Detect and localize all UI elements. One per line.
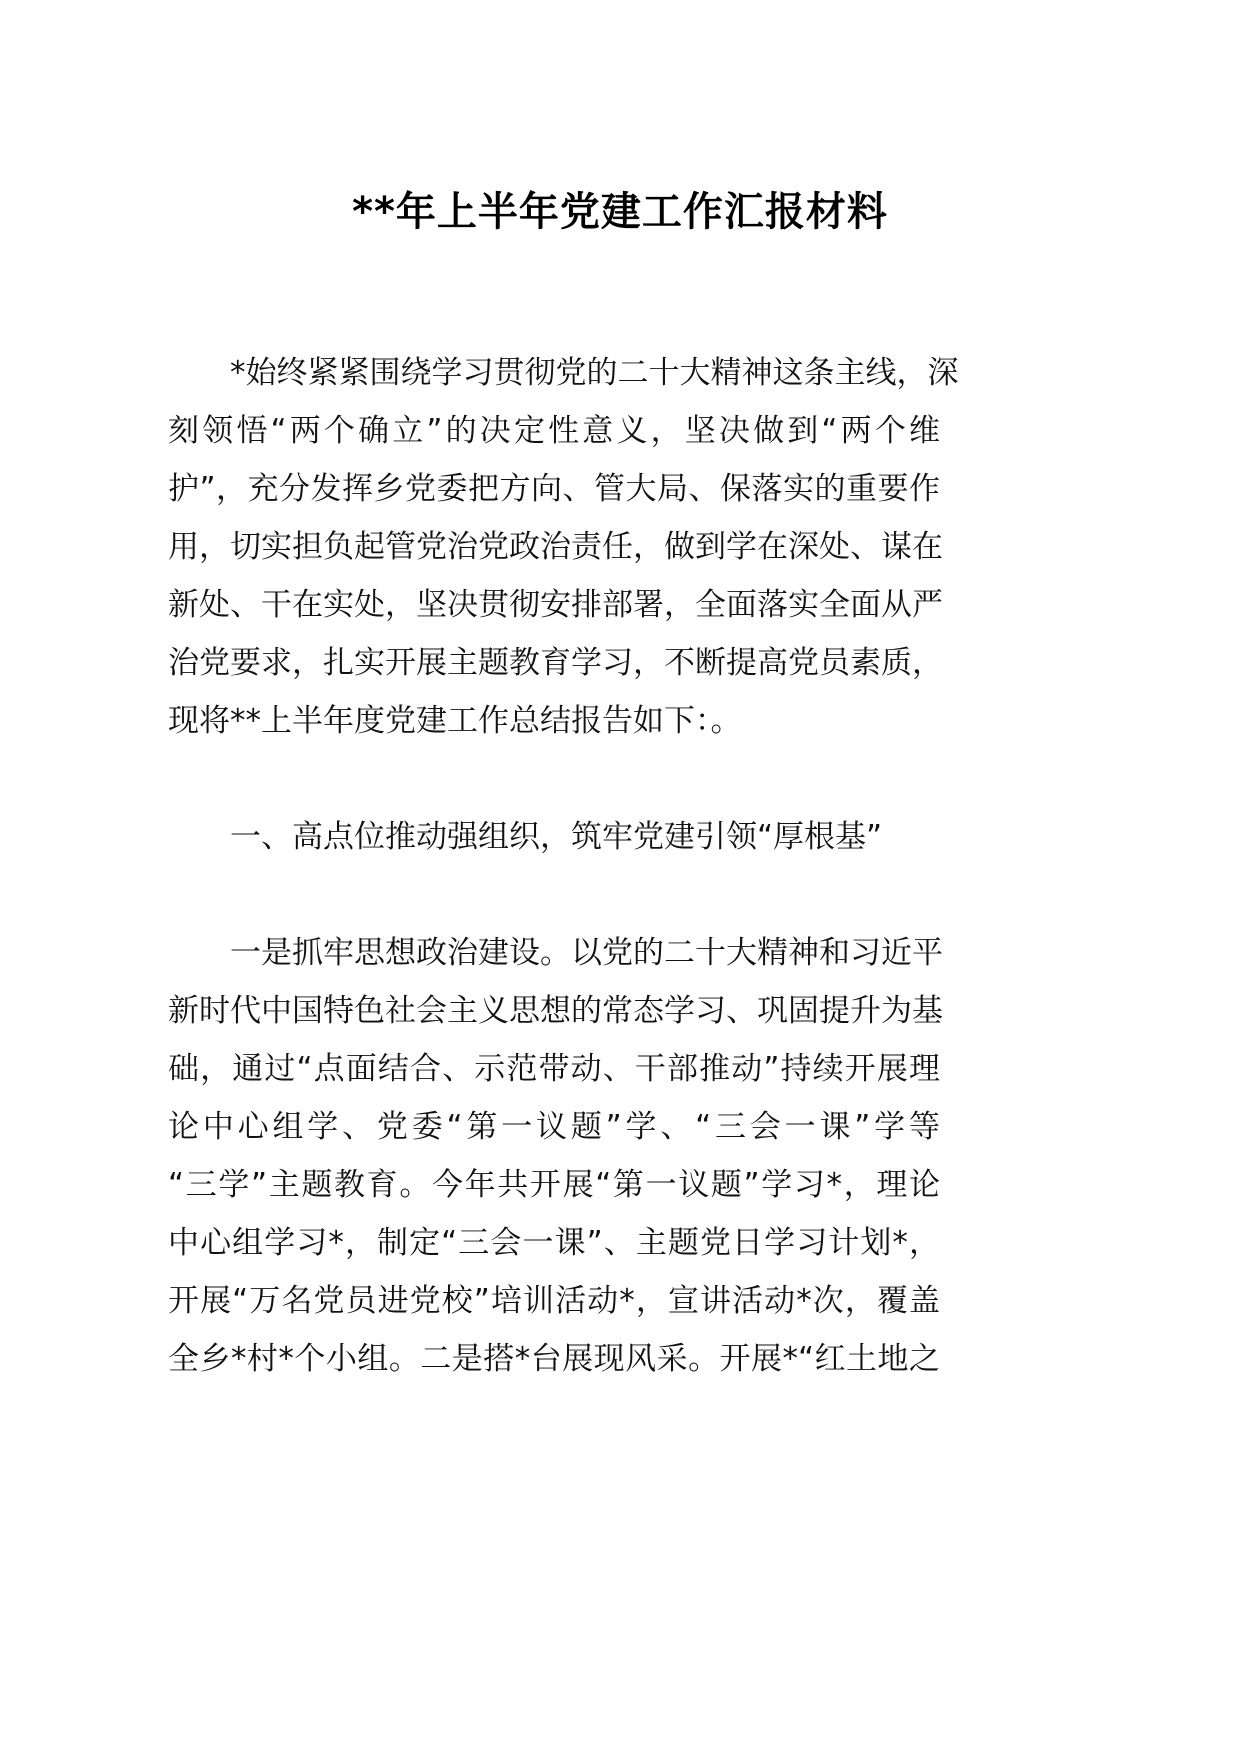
body-line: 开展“万名党员进党校”培训活动*，宣讲活动*次，覆盖 <box>168 1283 940 1319</box>
intro-line: *始终紧紧围绕学习贯彻党的二十大精神这条主线，深 <box>230 355 959 391</box>
intro-line: 现将**上半年度党建工作总结报告如下：。 <box>168 703 742 739</box>
document-title: **年上半年党建工作汇报材料 <box>352 189 888 235</box>
body-line: 新时代中国特色社会主义思想的常态学习、巩固提升为基 <box>168 993 943 1029</box>
intro-line: 护”，充分发挥乡党委把方向、管大局、保落实的重要作 <box>168 471 940 507</box>
intro-line: 新处、干在实处，坚决贯彻安排部署，全面落实全面从严 <box>168 587 943 623</box>
body-line: 一是抓牢思想政治建设。以党的二十大精神和习近平 <box>230 935 943 971</box>
section-heading: 一、高点位推动强组织，筑牢党建引领“厚根基” <box>230 819 883 855</box>
body-line: “三学”主题教育。今年共开展“第一议题”学习*，理论 <box>168 1167 940 1203</box>
body-line: 中心组学习*，制定“三会一课”、主题党日学习计划*， <box>168 1225 940 1261</box>
intro-line: 治党要求，扎实开展主题教育学习，不断提高党员素质， <box>168 645 943 681</box>
body-line: 论中心组学、党委“第一议题”学、“三会一课”学等 <box>168 1109 940 1145</box>
intro-line: 刻领悟“两个确立”的决定性意义，坚决做到“两个维 <box>168 413 940 449</box>
body-line: 础，通过“点面结合、示范带动、干部推动”持续开展理 <box>168 1051 940 1087</box>
body-line: 全乡*村*个小组。二是搭*台展现风采。开展*“红土地之 <box>168 1341 940 1377</box>
intro-line: 用，切实担负起管党治党政治责任，做到学在深处、谋在 <box>168 529 943 565</box>
